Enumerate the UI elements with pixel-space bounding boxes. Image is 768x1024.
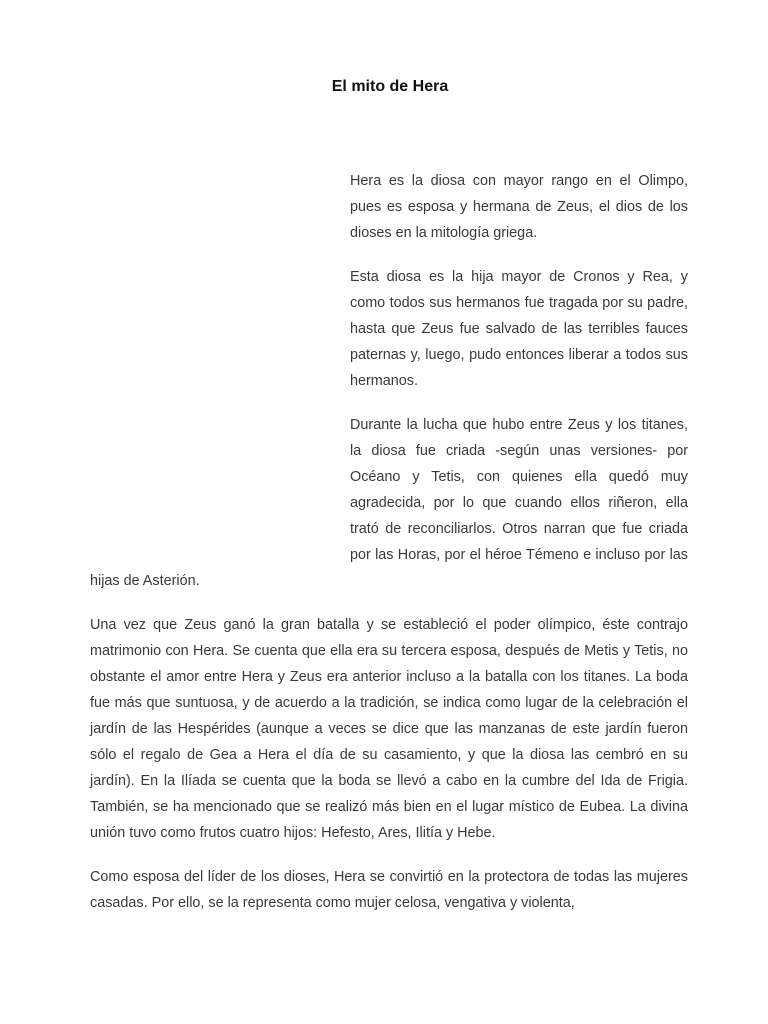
paragraph-5: Como esposa del líder de los dioses, Hera se convirtió en la protectora de todas las mujeres casadas. Por ello, se la representa como mujer celosa, vengativa y violenta, [90,869,688,911]
paragraph-1: Hera es la diosa con mayor rango en el Olimpo, pues es esposa y hermana de Zeus, el dios de los dioses en la mitología griega. [350,173,688,241]
page-title: El mito de Hera [331,78,449,95]
blank-image-area [90,168,350,558]
paragraph-3: Durante la lucha que hubo entre Zeus y los titanes, la diosa fue criada -según unas versiones- por Océano y Tetis, con quienes ella quedó muy agradecida, por lo que cuando ellos riñeron, ella trató de reconciliarlos. Otros narran que fue criada por las Horas, por el héroe Témeno e incluso por las hijas de Asterión. [90,417,688,589]
document-body [90,168,688,934]
paragraph-4: Una vez que Zeus ganó la gran batalla y se estableció el poder olímpico, éste contrajo matrimonio con Hera. Se cuenta que ella era su tercera esposa, después de Metis y Tetis, no obstante el amor entre Hera y Zeus era anterior incluso a la batalla con los titanes. La boda fue más que suntuosa, y de acuerdo a la tradición, se indica como lugar de la celebración el jardín de las Hespérides (aunque a veces se dice que las manzanas de este jardín fueron sólo el regalo de Gea a Hera el día de su casamiento, y que la diosa las cembró en su jardín). En la Ilíada se cuenta que la boda se llevó a cabo en la cumbre del Ida de Frigia. También, se ha mencionado que se realizó más bien en el lugar místico de Eubea. La divina unión tuvo como frutos cuatro hijos: Hefesto, Ares, Ilitía y Hebe. [90,617,688,841]
paragraph-2: Esta diosa es la hija mayor de Cronos y Rea, y como todos sus hermanos fue tragada por su padre, hasta que Zeus fue salvado de las terribles fauces paternas y, luego, pudo entonces liberar a todos sus hermanos. [350,269,688,389]
